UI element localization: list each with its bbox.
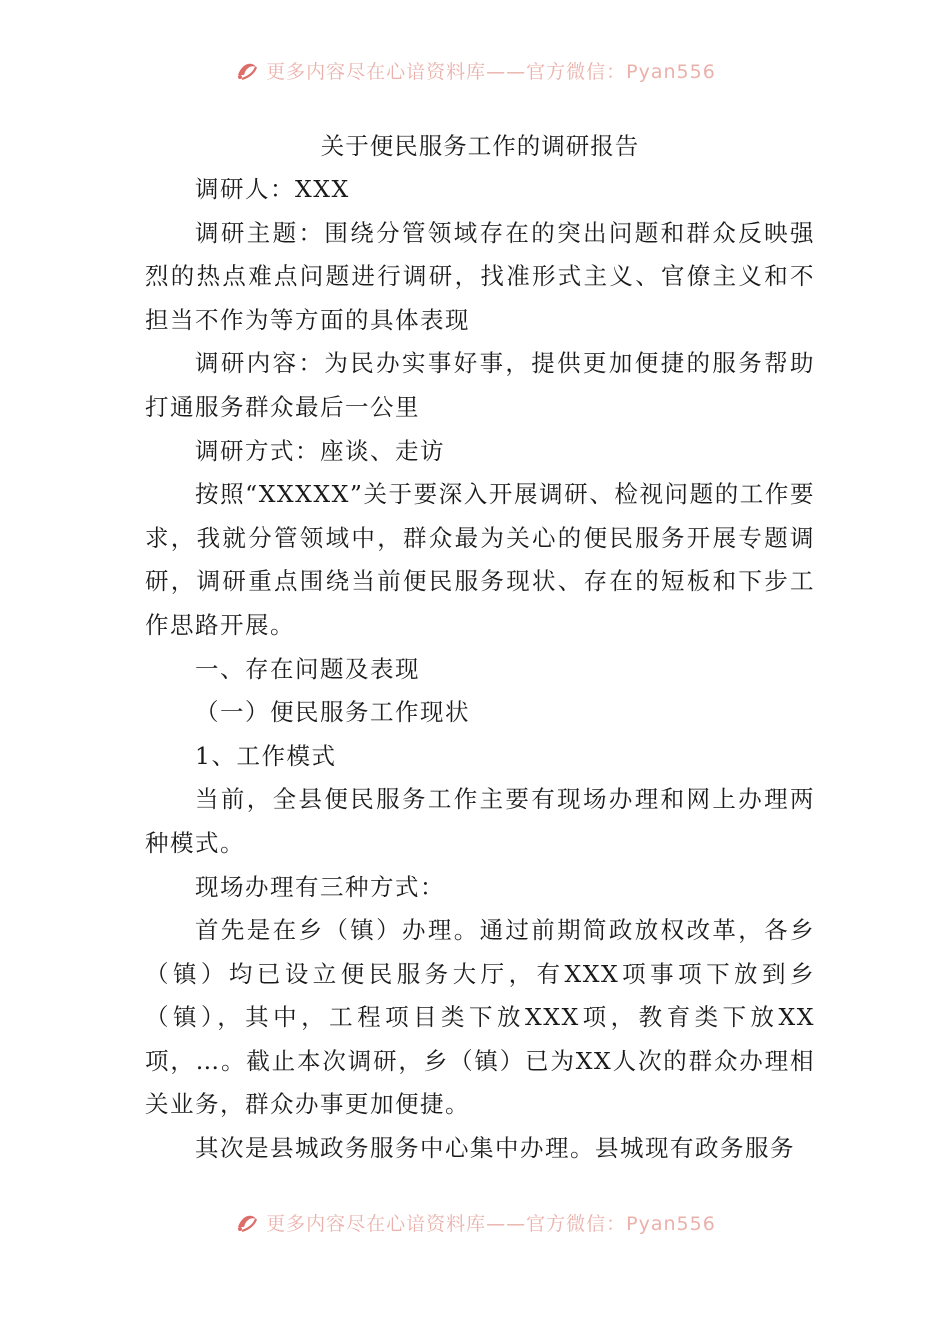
paragraph-topic: 调研主题：围绕分管领域存在的突出问题和群众反映强烈的热点难点问题进行调研，找准形式主义、官僚主义和不担当不作为等方面的具体表现 [145, 218, 815, 334]
heading-section-1: 一、存在问题及表现 [195, 654, 420, 683]
watermark-top [0, 50, 950, 90]
heading-subsection-1: （一）便民服务工作现状 [195, 698, 470, 727]
paragraph-content: 调研内容：为民办实事好事，提供更加便捷的服务帮助打通服务群众最后一公里 [145, 349, 815, 421]
paragraph-method: 调研方式：座谈、走访 [195, 436, 445, 465]
paragraph-onsite-ways: 现场办理有三种方式： [195, 872, 445, 901]
paragraph-county-center: 其次是县城政务服务中心集中办理。县城现有政务服务 [195, 1134, 795, 1163]
watermark-logo-icon [234, 57, 260, 83]
paragraph-intro: 按照“XXXXX”关于要深入开展调研、检视问题的工作要求，我就分管领域中，群众最为关心的便民服务开展专题调研，调研重点围绕当前便民服务现状、存在的短板和下步工作思路开展。 [145, 480, 815, 639]
heading-item-1: 1、工作模式 [195, 741, 337, 770]
paragraph-township: 首先是在乡（镇）办理。通过前期简政放权改革，各乡（镇）均已设立便民服务大厅，有XXX项事项下放到乡（镇），其中，工程项目类下放XXX项，教育类下放XX项，…。截止本次调研，乡（镇）已为XX人次的群众办理相关业务，群众办事更加便捷。 [145, 916, 815, 1119]
paragraph-modes: 当前，全县便民服务工作主要有现场办理和网上办理两种模式。 [145, 785, 815, 857]
paragraph-researcher: 调研人：XXX [195, 175, 350, 203]
watermark-bottom [0, 1202, 950, 1242]
watermark-text: 更多内容尽在心谙资料库——官方微信：Pyan556 [266, 60, 716, 83]
watermark-logo-icon [234, 1209, 260, 1235]
document-title: 关于便民服务工作的调研报告 [320, 132, 640, 160]
document-content [145, 168, 815, 1171]
watermark-text: 更多内容尽在心谙资料库——官方微信：Pyan556 [266, 1212, 716, 1235]
document-body [145, 124, 815, 1171]
